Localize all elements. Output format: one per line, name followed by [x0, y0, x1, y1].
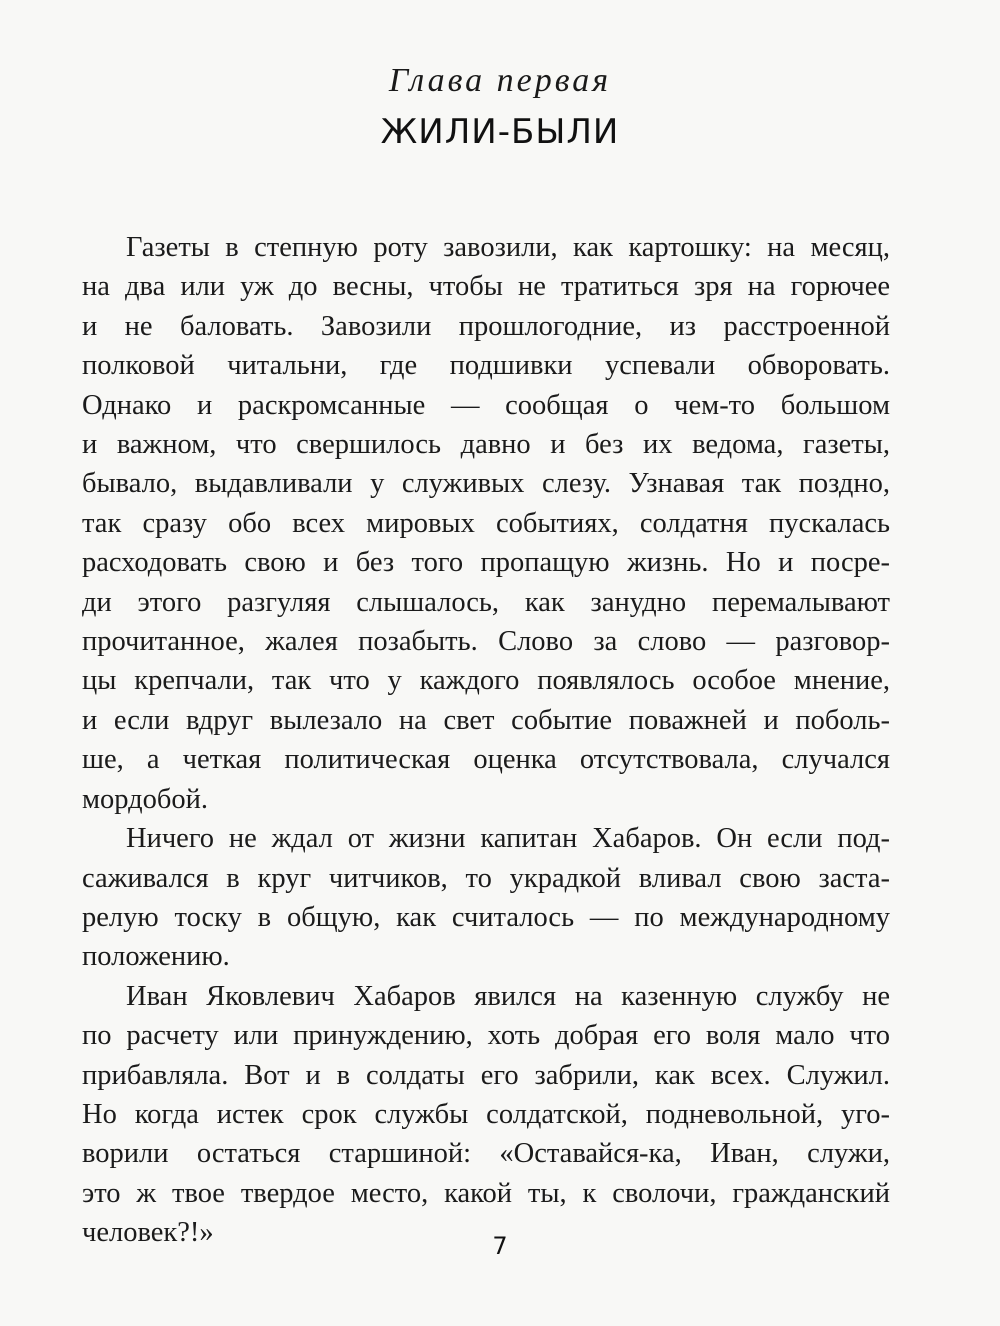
text-line: на два или уж до весны, чтобы не тратиться зря на горючее — [82, 271, 890, 303]
text-line: ди этого разгуляя слышалось, как занудно перемалывают — [82, 586, 890, 618]
text-line: ше, а четкая политическая оценка отсутствовала, случался — [82, 744, 890, 776]
text-line: мордобой. — [82, 783, 209, 815]
page-number: 7 — [492, 1232, 508, 1260]
paragraph-1 — [82, 228, 890, 819]
text-line: полковой читальни, где подшивки успевали обворовать. — [82, 350, 890, 382]
chapter-title: ЖИЛИ-БЫЛИ — [380, 112, 620, 152]
paragraph-2 — [82, 819, 890, 977]
text-line: и если вдруг вылезало на свет событие поважней и поболь- — [82, 704, 890, 736]
text-line: прочитанное, жалея позабыть. Слово за слово — разговор- — [82, 626, 890, 658]
text-line: Иван Яковлевич Хабаров явился на казенную службу не — [126, 980, 890, 1012]
text-line: прибавляла. Вот и в солдаты его забрили, как всех. Служил. — [82, 1059, 890, 1091]
text-line: и не баловать. Завозили прошлогодние, из расстроенной — [82, 310, 890, 342]
text-line: и важном, что свершилось давно и без их ведома, газеты, — [82, 429, 890, 461]
text-line: Однако и раскромсанные — сообщая о чем-то большом — [82, 389, 890, 421]
text-line: ворили остаться старшиной: «Оставайся-ка, Иван, служи, — [82, 1138, 890, 1170]
text-line: положению. — [82, 941, 230, 973]
text-line: бывало, выдавливали у служивых слезу. Узнавая так поздно, — [82, 468, 890, 500]
body-text — [82, 228, 890, 1253]
text-line: это ж твое твердое место, какой ты, к сволочи, гражданский — [82, 1177, 890, 1209]
text-line: релую тоску в общую, как считалось — по международному — [82, 901, 890, 933]
text-line: расходовать свою и без того пропащую жизнь. Но и посре- — [82, 547, 890, 579]
text-line: цы крепчали, так что у каждого появлялось особое мнение, — [82, 665, 890, 697]
text-line: Ничего не ждал от жизни капитан Хабаров. Он если под- — [126, 823, 890, 855]
paragraph-3 — [82, 977, 890, 1253]
text-line: так сразу обо всех мировых событиях, солдатня пускалась — [82, 507, 890, 539]
text-line: саживался в круг читчиков, то украдкой вливал свою заста- — [82, 862, 890, 894]
text-line: Но когда истек срок службы солдатской, подневольной, уго- — [82, 1098, 890, 1130]
chapter-label: Глава первая — [388, 62, 612, 99]
text-line: Газеты в степную роту завозили, как картошку: на месяц, — [126, 232, 890, 263]
text-line: человек?!» — [82, 1217, 214, 1249]
text-line: по расчету или принуждению, хоть добрая его воля мало что — [82, 1020, 890, 1052]
